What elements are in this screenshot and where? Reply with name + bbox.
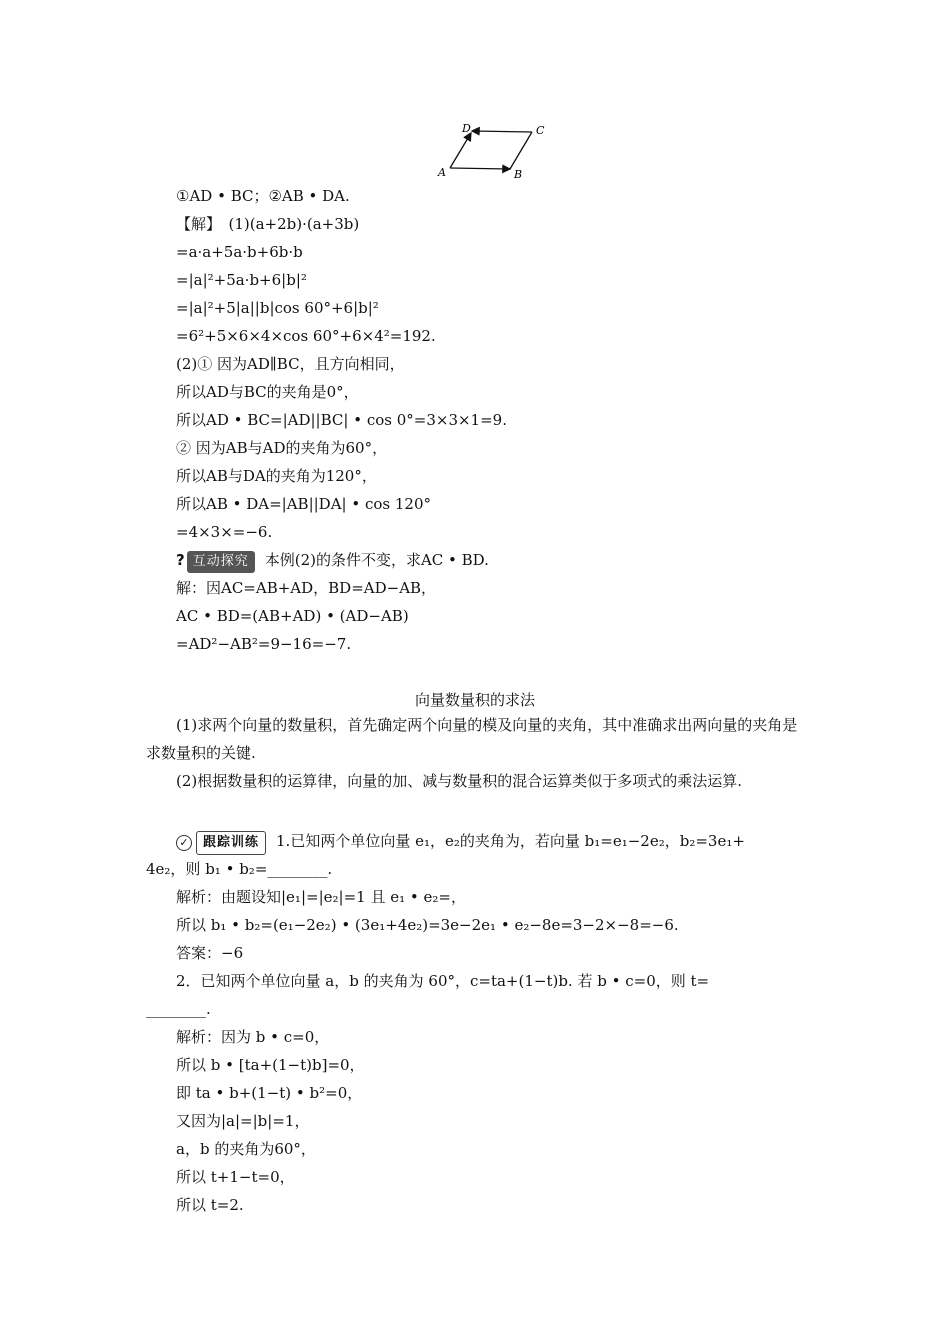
interactive-row [176,550,489,573]
practice-question-2b: ________. [146,1000,211,1018]
practice-row [176,831,745,855]
practice-answer-step: 解析：因为 b • c=0， [176,1028,330,1046]
method-title: 向量数量积的求法 [414,691,535,709]
solution-step: (2)① 因为AD∥BC，且方向相同， [176,355,405,373]
vector-ad [450,133,471,168]
label-c: C [536,124,545,137]
practice-answer-step: 所以 t+1−t=0， [176,1168,295,1186]
label-d: D [462,122,471,135]
solution-step: =6²+5×6×4×cos 60°+6×4²=192. [176,327,436,345]
solution-step: 所以AD • BC=|AD||BC| • cos 0°=3×3×1=9. [176,411,507,429]
practice-answer-step: 所以 b₁ • b₂=(e₁−2e₂) • (3e₁+4e₂)=3e−2e₁ • e₂−8e=3−2×−8=−6. [176,916,679,934]
solution-step: 所以AD与BC的夹角是0°， [176,383,359,401]
interactive-question: 本例(2)的条件不变，求AC • BD. [264,551,489,569]
label-a: A [438,166,446,179]
method-paragraph-1: (1)求两个向量的数量积，首先确定两个向量的模及向量的夹角，其中准确求出两向量的夹角是求数量积的关键. [146,716,798,762]
solution-step: =|a|²+5a·b+6|b|² [176,271,307,289]
solution-step: =|a|²+5|a||b|cos 60°+6|b|² [176,299,379,317]
interactive-step: AC • BD=(AB+AD) • (AD−AB) [176,607,409,625]
practice-answer-step: 解析：由题设知|e₁|=|e₂|=1 且 e₁ • e₂=， [176,888,466,906]
interactive-label: 互动探究 [187,551,255,573]
side-bc [510,132,532,169]
interactive-step: 解：因AC=AB+AD，BD=AD−AB， [176,579,437,597]
check-icon: ✓ [176,835,192,851]
interactive-step: =AD²−AB²=9−16=−7. [176,635,352,653]
practice-label: 跟踪训练 [196,831,266,855]
vector-cd [472,131,532,132]
practice-question-2a: 2．已知两个单位向量 a，b 的夹角为 60°，c=ta+(1−t)b. 若 b • c=0，则 t= [176,972,710,990]
practice-answer-step: a，b 的夹角为60°， [176,1140,316,1158]
solution-step: =a·a+5a·b+6b·b [176,243,303,261]
solution-heading: 【解】 (1)(a+2b)·(a+3b) [176,215,360,233]
practice-question-1a: 1.已知两个单位向量 e₁，e₂的夹角为，若向量 b₁=e₁−2e₂，b₂=3e₁+ [276,832,745,850]
vector-ab [450,168,510,169]
solution-step: 所以AB • DA=|AB||DA| • cos 120° [176,495,432,513]
parallelogram-figure [430,118,560,182]
solution-step: =4×3×=−6. [176,523,273,541]
solution-step: ② 因为AB与AD的夹角为60°， [176,439,388,457]
question-mark-icon: ? [176,551,185,569]
method-paragraph-2: (2)根据数量积的运算律，向量的加、减与数量积的混合运算类似于多项式的乘法运算. [176,772,743,790]
practice-question-1b: 4e₂，则 b₁ • b₂=________. [146,860,333,878]
practice-answer-step: 又因为|a|=|b|=1， [176,1112,310,1130]
practice-answer-step: 即 ta • b+(1−t) • b²=0， [176,1084,363,1102]
practice-answer-step: 所以 t=2. [176,1196,244,1214]
question-parts: ①AD • BC；②AB • DA. [176,187,350,205]
label-b: B [514,168,523,181]
practice-answer: 答案：−6 [176,944,244,962]
practice-answer-step: 所以 b • [ta+(1−t)b]=0， [176,1056,365,1074]
solution-step: 所以AB与DA的夹角为120°， [176,467,377,485]
